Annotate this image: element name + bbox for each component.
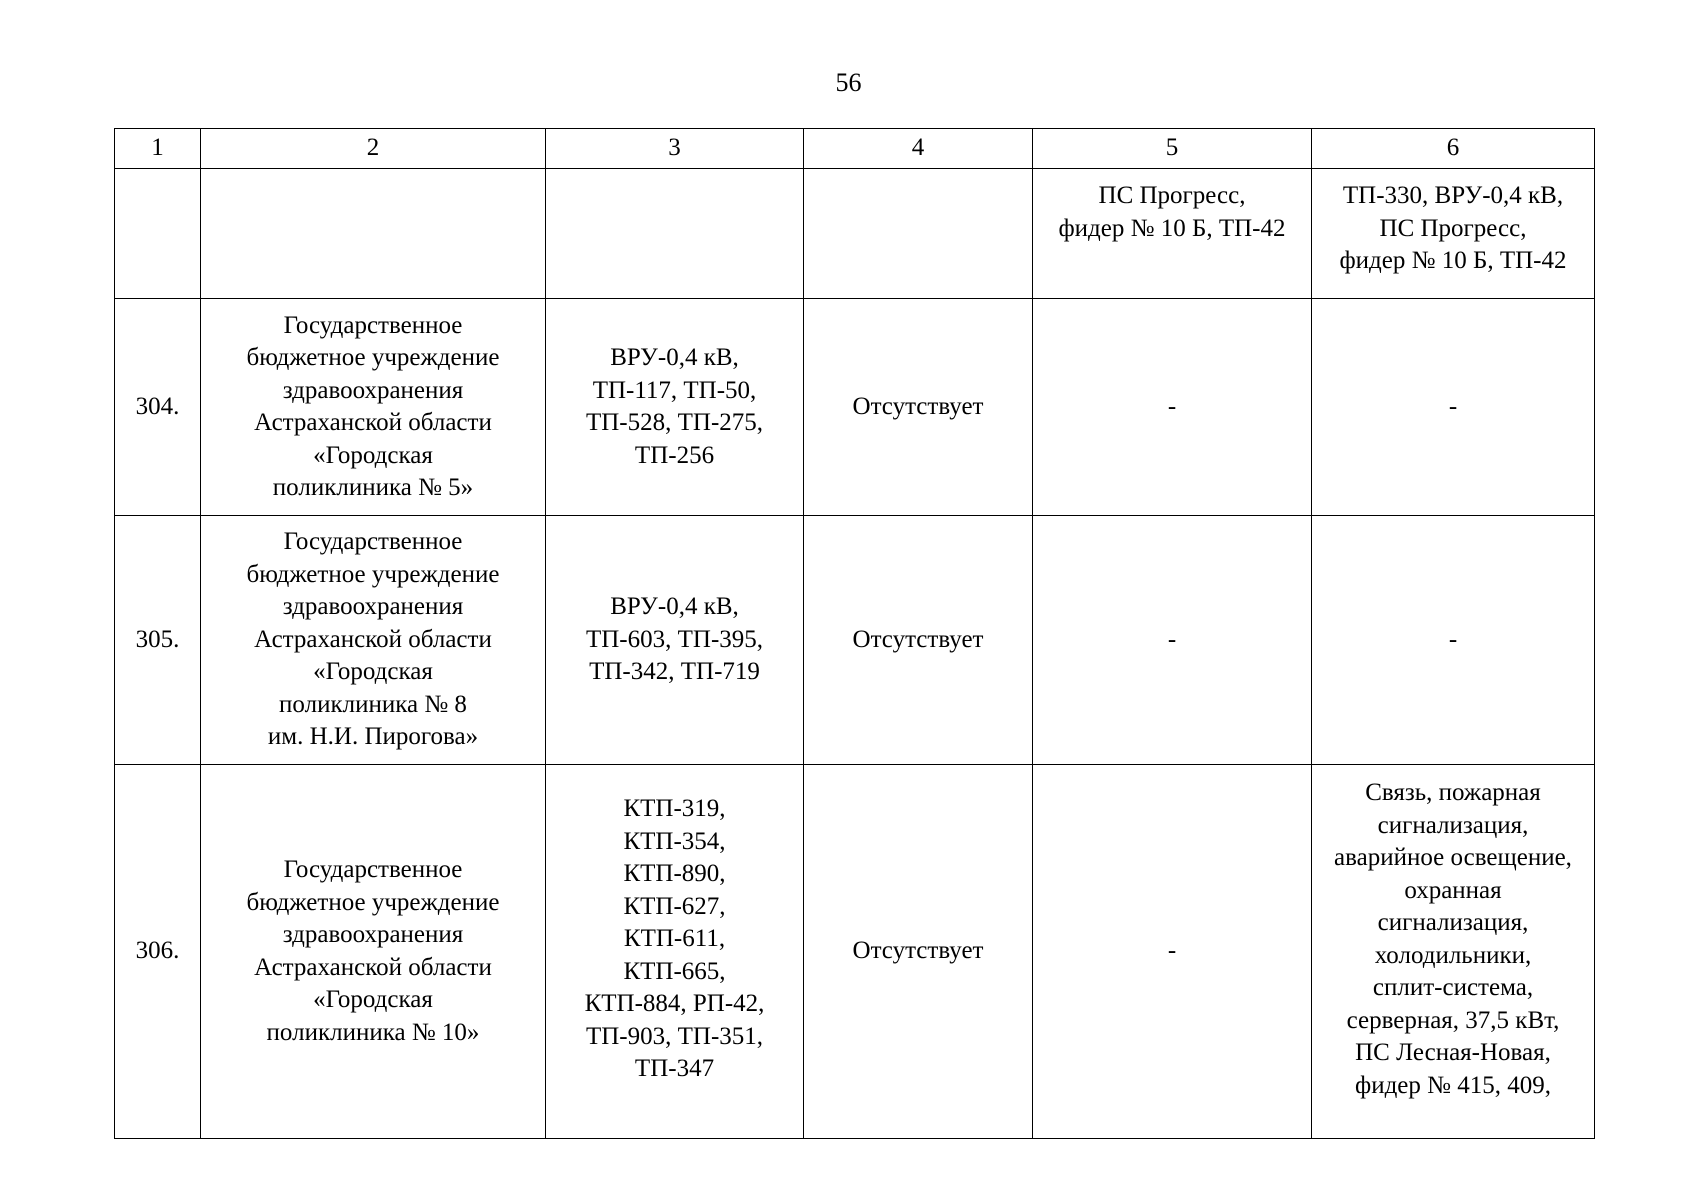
row-number-cell: 306. <box>115 765 201 1139</box>
column-6-cell: - <box>1312 516 1595 765</box>
power-sources-cell: КТП-319, КТП-354, КТП-890, КТП-627, КТП-611, КТП-665, КТП-884, РП-42, ТП-903, ТП-351, ТП-347 <box>546 765 804 1139</box>
column-5-cell: - <box>1033 516 1312 765</box>
row-number-cell: 304. <box>115 299 201 516</box>
column-6-cell: - <box>1312 299 1595 516</box>
header-cell: 6 <box>1312 129 1595 169</box>
column-6-cell: Связь, пожарная сигнализация, аварийное освещение, охранная сигнализация, холодильники, сплит-система, серверная, 37,5 кВт, ПС Лесная-Новая, фидер № 415, 409, <box>1312 765 1595 1139</box>
backup-source-cell: Отсутствует <box>804 299 1033 516</box>
power-sources-cell: ВРУ-0,4 кВ, ТП-603, ТП-395, ТП-342, ТП-719 <box>546 516 804 765</box>
organization-cell: Государственное бюджетное учреждение здравоохранения Астраханской области «Городская поликлиника № 10» <box>201 765 546 1139</box>
column-5-cell: - <box>1033 765 1312 1139</box>
page-number: 56 <box>835 68 862 97</box>
header-cell: 2 <box>201 129 546 169</box>
table-header-row <box>115 129 1595 169</box>
column-5-cell: ПС Прогресс, фидер № 10 Б, ТП-42 <box>1033 169 1312 299</box>
header-cell: 3 <box>546 129 804 169</box>
power-sources-cell <box>546 169 804 299</box>
column-6-cell: ТП-330, ВРУ-0,4 кВ, ПС Прогресс, фидер № 10 Б, ТП-42 <box>1312 169 1595 299</box>
header-cell: 4 <box>804 129 1033 169</box>
row-number-cell: 305. <box>115 516 201 765</box>
column-5-cell: - <box>1033 299 1312 516</box>
organization-cell <box>201 169 546 299</box>
row-number-cell <box>115 169 201 299</box>
backup-source-cell <box>804 169 1033 299</box>
table-row <box>115 169 1595 299</box>
table-row <box>115 765 1595 1139</box>
power-sources-cell: ВРУ-0,4 кВ, ТП-117, ТП-50, ТП-528, ТП-275, ТП-256 <box>546 299 804 516</box>
header-cell: 1 <box>115 129 201 169</box>
header-cell: 5 <box>1033 129 1312 169</box>
organization-cell: Государственное бюджетное учреждение здравоохранения Астраханской области «Городская поликлиника № 5» <box>201 299 546 516</box>
backup-source-cell: Отсутствует <box>804 516 1033 765</box>
data-table <box>114 128 1595 1139</box>
table-row <box>115 299 1595 516</box>
backup-source-cell: Отсутствует <box>804 765 1033 1139</box>
organization-cell: Государственное бюджетное учреждение здравоохранения Астраханской области «Городская поликлиника № 8 им. Н.И. Пирогова» <box>201 516 546 765</box>
table-row <box>115 516 1595 765</box>
